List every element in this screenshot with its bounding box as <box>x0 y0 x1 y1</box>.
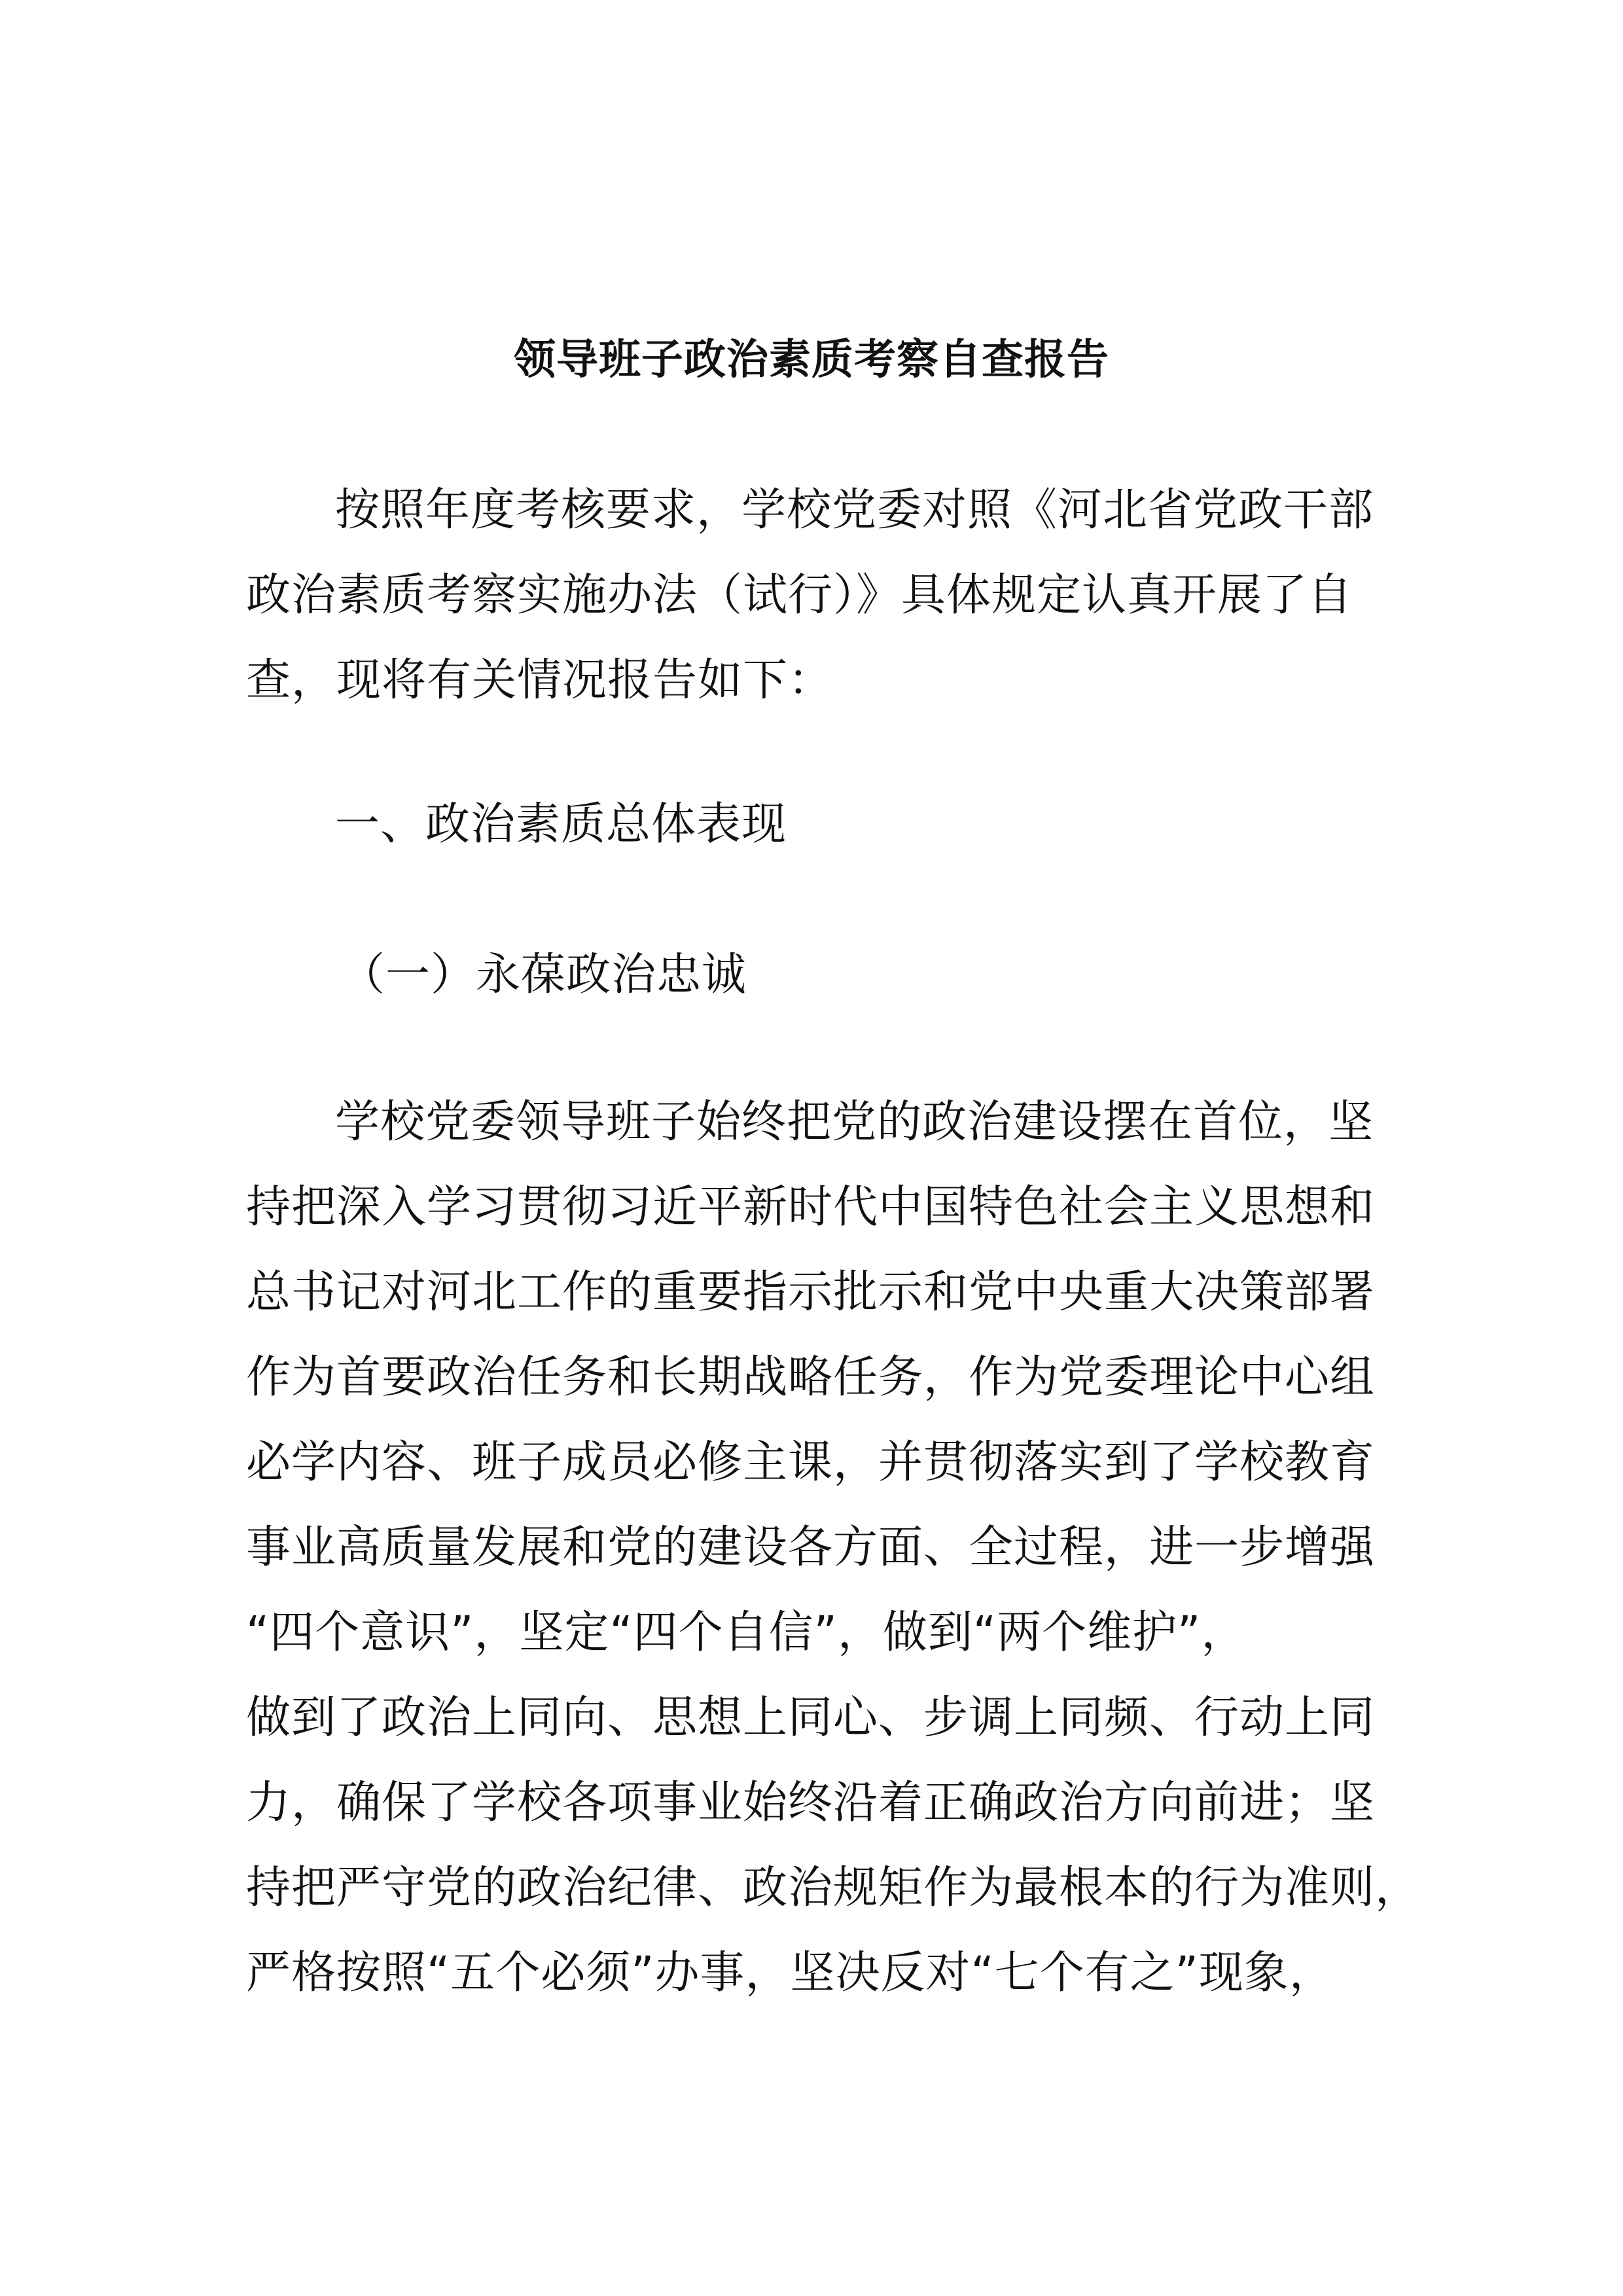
body-line: 学校党委领导班子始终把党的政治建设摆在首位，坚 <box>335 1096 1374 1148</box>
body-line: 做到了政治上同向、思想上同心、步调上同频、行动上同 <box>246 1692 1376 1744</box>
intro-line: 政治素质考察实施办法（试行）》具体规定认真开展了自 <box>246 569 1353 621</box>
body-line: 持把深入学习贯彻习近平新时代中国特色社会主义思想和 <box>246 1181 1376 1233</box>
body-line: 力，确保了学校各项事业始终沿着正确政治方向前进；坚 <box>246 1777 1376 1829</box>
section-heading: 一、政治素质总体表现 <box>335 798 787 850</box>
subsection-heading: （一）永葆政治忠诚 <box>340 949 747 1001</box>
body-line: “四个意识”，坚定“四个自信”，做到“两个维护”， <box>246 1607 1247 1659</box>
body-line: 严格按照“五个必须”办事，坚决反对“七个有之”现象， <box>246 1947 1334 1999</box>
body-line: 持把严守党的政治纪律、政治规矩作为最根本的行为准则， <box>246 1862 1421 1914</box>
body-line: 总书记对河北工作的重要指示批示和党中央重大决策部署 <box>246 1266 1376 1318</box>
body-line: 作为首要政治任务和长期战略任务，作为党委理论中心组 <box>246 1352 1376 1403</box>
intro-line: 查，现将有关情况报告如下： <box>246 655 834 706</box>
document-title: 领导班子政治素质考察自查报告 <box>514 336 1109 384</box>
body-line: 事业高质量发展和党的建设各方面、全过程，进一步增强 <box>246 1522 1376 1573</box>
intro-line: 按照年度考核要求，学校党委对照《河北省党政干部 <box>335 484 1374 536</box>
body-line: 必学内容、班子成员必修主课，并贯彻落实到了学校教育 <box>246 1437 1376 1488</box>
